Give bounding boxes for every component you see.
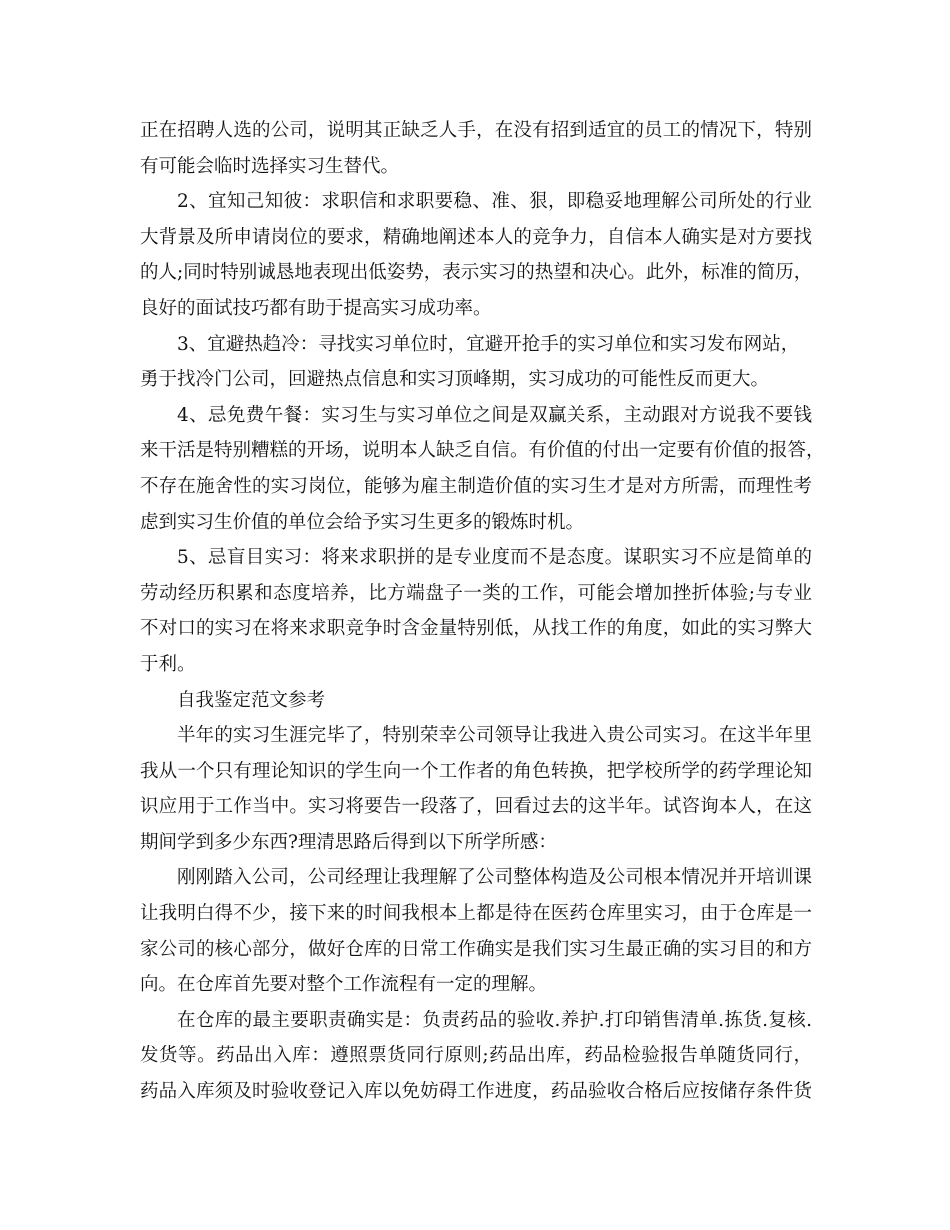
text-line: 家公司的核心部分，做好仓库的日常工作确实是我们实习生最正确的实习目的和方 xyxy=(140,938,812,960)
paragraph-line: 4、忌免费午餐：实习生与实习单位之间是双赢关系，主动跟对方说我不要钱 xyxy=(177,404,812,426)
paragraph-line: 2、宜知己知彼：求职信和求职要稳、准、狠，即稳妥地理解公司所处的行业 xyxy=(177,191,812,213)
text-line: 发货等。药品出入库：遵照票货同行原则;药品出库，药品检验报告单随货同行， xyxy=(140,1045,812,1067)
document-body xyxy=(140,113,825,1110)
text-line: 有可能会临时选择实习生替代。 xyxy=(140,155,400,177)
text-line: 我从一个只有理论知识的学生向一个工作者的角色转换，把学校所学的药学理论知 xyxy=(140,760,812,782)
text-line: 不存在施舍性的实习岗位，能够为雇主制造价值的实习生才是对方所需，而理性考 xyxy=(140,475,812,497)
paragraph-line: 在仓库的最主要职责确实是：负责药品的验收.养护.打印销售清单.拣货.复核. xyxy=(177,1009,812,1031)
text-line: 勇于找冷门公司，回避热点信息和实习顶峰期，实习成功的可能性反而更大。 xyxy=(140,369,770,391)
text-line: 不对口的实习在将来求职竞争时含金量特别低，从找工作的角度，如此的实习弊大 xyxy=(140,618,812,640)
text-line: 劳动经历积累和态度培养，比方端盘子一类的工作，可能会增加挫折体验;与专业 xyxy=(140,582,812,604)
text-line: 期间学到多少东西?理清思路后得到以下所学所感： xyxy=(140,831,557,853)
section-heading: 自我鉴定范文参考 xyxy=(177,689,326,711)
text-line: 大背景及所申请岗位的要求，精确地阐述本人的竞争力，自信本人确实是对方要找 xyxy=(140,226,812,248)
text-line: 来干活是特别糟糕的开场，说明本人缺乏自信。有价值的付出一定要有价值的报答， xyxy=(140,440,825,462)
text-line: 于利。 xyxy=(140,653,196,675)
paragraph-line: 3、宜避热趋冷：寻找实习单位时，宜避开抢手的实习单位和实习发布网站， xyxy=(177,333,800,355)
paragraph-line: 5、忌盲目实习：将来求职拼的是专业度而不是态度。谋职实习不应是简单的 xyxy=(177,547,812,569)
text-line: 虑到实习生价值的单位会给予实习生更多的锻炼时机。 xyxy=(140,511,585,533)
text-line: 识应用于工作当中。实习将要告一段落了，回看过去的这半年。试咨询本人，在这 xyxy=(140,796,812,818)
text-line: 的人;同时特别诚恳地表现出低姿势，表示实习的热望和决心。此外，标准的简历， xyxy=(140,262,813,284)
text-line: 正在招聘人选的公司，说明其正缺乏人手，在没有招到适宜的员工的情况下，特别 xyxy=(140,120,812,141)
text-line: 向。在仓库首先要对整个工作流程有一定的理解。 xyxy=(140,974,548,996)
paragraph-line: 半年的实习生涯完毕了，特别荣幸公司领导让我进入贵公司实习。在这半年里 xyxy=(177,725,812,747)
text-line: 良好的面试技巧都有助于提高实习成功率。 xyxy=(140,297,492,319)
text-line: 药品入库须及时验收登记入库以免妨碍工作进度，药品验收合格后应按储存条件货 xyxy=(140,1081,812,1103)
text-line: 让我明白得不少，接下来的时间我根本上都是待在医药仓库里实习，由于仓库是一 xyxy=(140,903,812,925)
paragraph-line: 刚刚踏入公司，公司经理让我理解了公司整体构造及公司根本情况并开培训课 xyxy=(177,867,812,889)
